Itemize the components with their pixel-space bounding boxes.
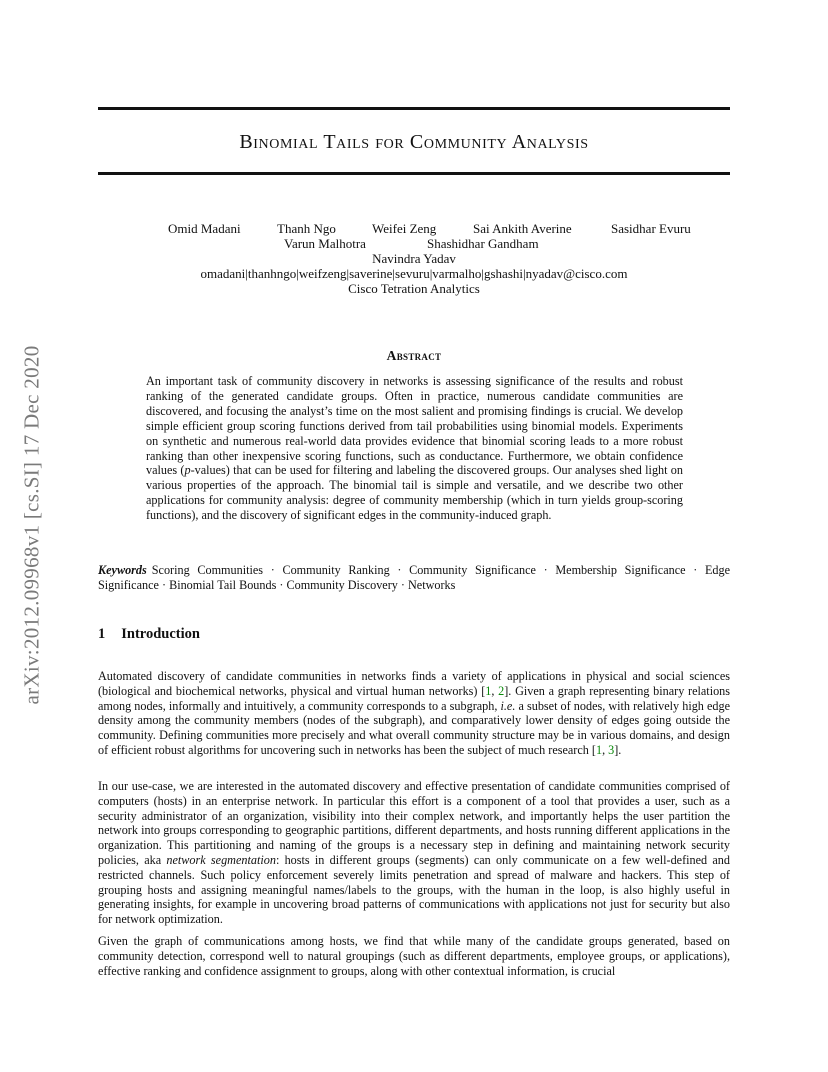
para2-network-segmentation: network segmentation xyxy=(166,852,276,867)
citation-link[interactable]: 1 xyxy=(595,742,603,757)
citation-link[interactable]: 1 xyxy=(485,683,492,698)
para1-sep-1: , xyxy=(491,683,499,698)
citation-link[interactable]: 2 xyxy=(498,683,505,698)
para2-text-2: : hosts in different groups (segments) can only communicate on a few well-defined and restricted channels. Such policy enforcement severely limits penetration and spread of malware and hackers. This step of grouping hosts and assigning meaningful names/labels to the groups, with the human in the loop, is also highly useful in generating insights, for example in uncovering broad patterns of communications with applications not just for security but also for network optimization. xyxy=(98,852,730,927)
para1-sep-2: , xyxy=(602,742,609,757)
title-rule-bottom xyxy=(98,172,730,175)
para1-text-1: Automated discovery of candidate communities in networks finds a variety of applications in physical and social sciences (biological and biochemical networks, physical and virtual human networks) [ xyxy=(98,669,730,698)
para1-text-4: ]. xyxy=(614,742,622,757)
intro-paragraph-3: Given the graph of communications among hosts, we find that while many of the candidate groups generated, based on community detection, correspond well to natural groupings (such as different departments, employee groups, or applications), effective ranking and confidence assignment to groups, along with other contextual information, is crucial xyxy=(98,934,730,978)
title-rule-top xyxy=(98,107,730,110)
author-7: Shashidhar Gandham xyxy=(427,236,539,251)
section-title: Introduction xyxy=(121,626,200,642)
citation-link[interactable]: 3 xyxy=(608,742,615,757)
keywords-list: Scoring Communities · Community Ranking · Community Significance · Membership Significance · Edge Significance · Binomial Tail Bounds · Community Discovery · Networks xyxy=(98,563,730,592)
author-8: Navindra Yadav xyxy=(372,251,456,266)
author-5: Sasidhar Evuru xyxy=(611,221,691,236)
abstract-heading: Abstract xyxy=(386,348,442,363)
affiliation: Cisco Tetration Analytics xyxy=(348,281,480,296)
para1-text-3: a subset of nodes, with relatively high edge density among the community members (nodes of the subgraph), and comparatively lower density of edges going outside the community. Defining communities more precisely and what overall community structure may be in various domains, and design of efficient robust algorithms for uncovering such in networks has been the subject of much research [ xyxy=(98,698,730,757)
intro-paragraph-2 xyxy=(98,779,730,927)
author-6: Varun Malhotra xyxy=(284,236,366,251)
para1-ie: i.e. xyxy=(500,698,516,713)
keywords-label: Keywords xyxy=(98,563,147,577)
author-4: Sai Ankith Averine xyxy=(473,221,572,236)
abstract-text-1: An important task of community discovery in networks is assessing significance of the results and robust ranking of the generated candidate groups. Often in practice, numerous candidate communities are discovered, and focusing the analyst’s time on the most salient and promising findings is crucial. We develop simple efficient group scoring functions derived from tail probabilities using binomial models. Experiments on synthetic and numerous real-world data provides evidence that binomial scoring leads to a more robust ranking than other inexpensive scoring functions, such as conductance. Furthermore, we obtain confidence values ( xyxy=(146,374,683,478)
abstract-p-symbol: p xyxy=(184,463,191,478)
para2-text-1: In our use-case, we are interested in the automated discovery and effective presentation of candidate communities comprised of computers (hosts) in an enterprise network. In particular this effort is a component of a tool that provides a user, such as a security administrator of an organization, visibility into their complex network, and importantly helps the user partition the network into groups corresponding to geographic partitions, different departments, and hosts running different applications in the organization. This partitioning and naming of the groups is a necessary step in defining and maintaining network security policies, aka xyxy=(98,779,730,867)
paper-title: Binomial Tails for Community Analysis xyxy=(239,131,589,153)
section-heading xyxy=(98,626,200,643)
author-1: Omid Madani xyxy=(168,221,241,236)
keywords xyxy=(98,563,730,593)
abstract-text-2: -values) that can be used for filtering and labeling the discovered groups. Our analyses shed light on various properties of the approach. The binomial tail is simple and versatile, and we describe two other applications for community analysis: degree of community membership (which in turn yields group-scoring functions), and the discovery of significant edges in the community-induced graph. xyxy=(146,463,683,523)
author-3: Weifei Zeng xyxy=(372,221,437,236)
para1-text-2: ]. Given a graph representing binary relations among nodes, informally and intuitively, a community corresponds to a subgraph, xyxy=(98,683,731,713)
author-2: Thanh Ngo xyxy=(277,221,336,236)
abstract-body xyxy=(146,374,683,523)
author-emails: omadani|thanhngo|weifzeng|saverine|sevuru|varmalho|gshashi|nyadav@cisco.com xyxy=(200,266,628,281)
section-number: 1 xyxy=(98,626,106,642)
arxiv-identifier-text: arXiv:2012.09968v1 [cs.SI] 17 Dec 2020 xyxy=(19,345,44,705)
arxiv-identifier xyxy=(5,290,59,760)
intro-paragraph-1 xyxy=(98,669,730,758)
